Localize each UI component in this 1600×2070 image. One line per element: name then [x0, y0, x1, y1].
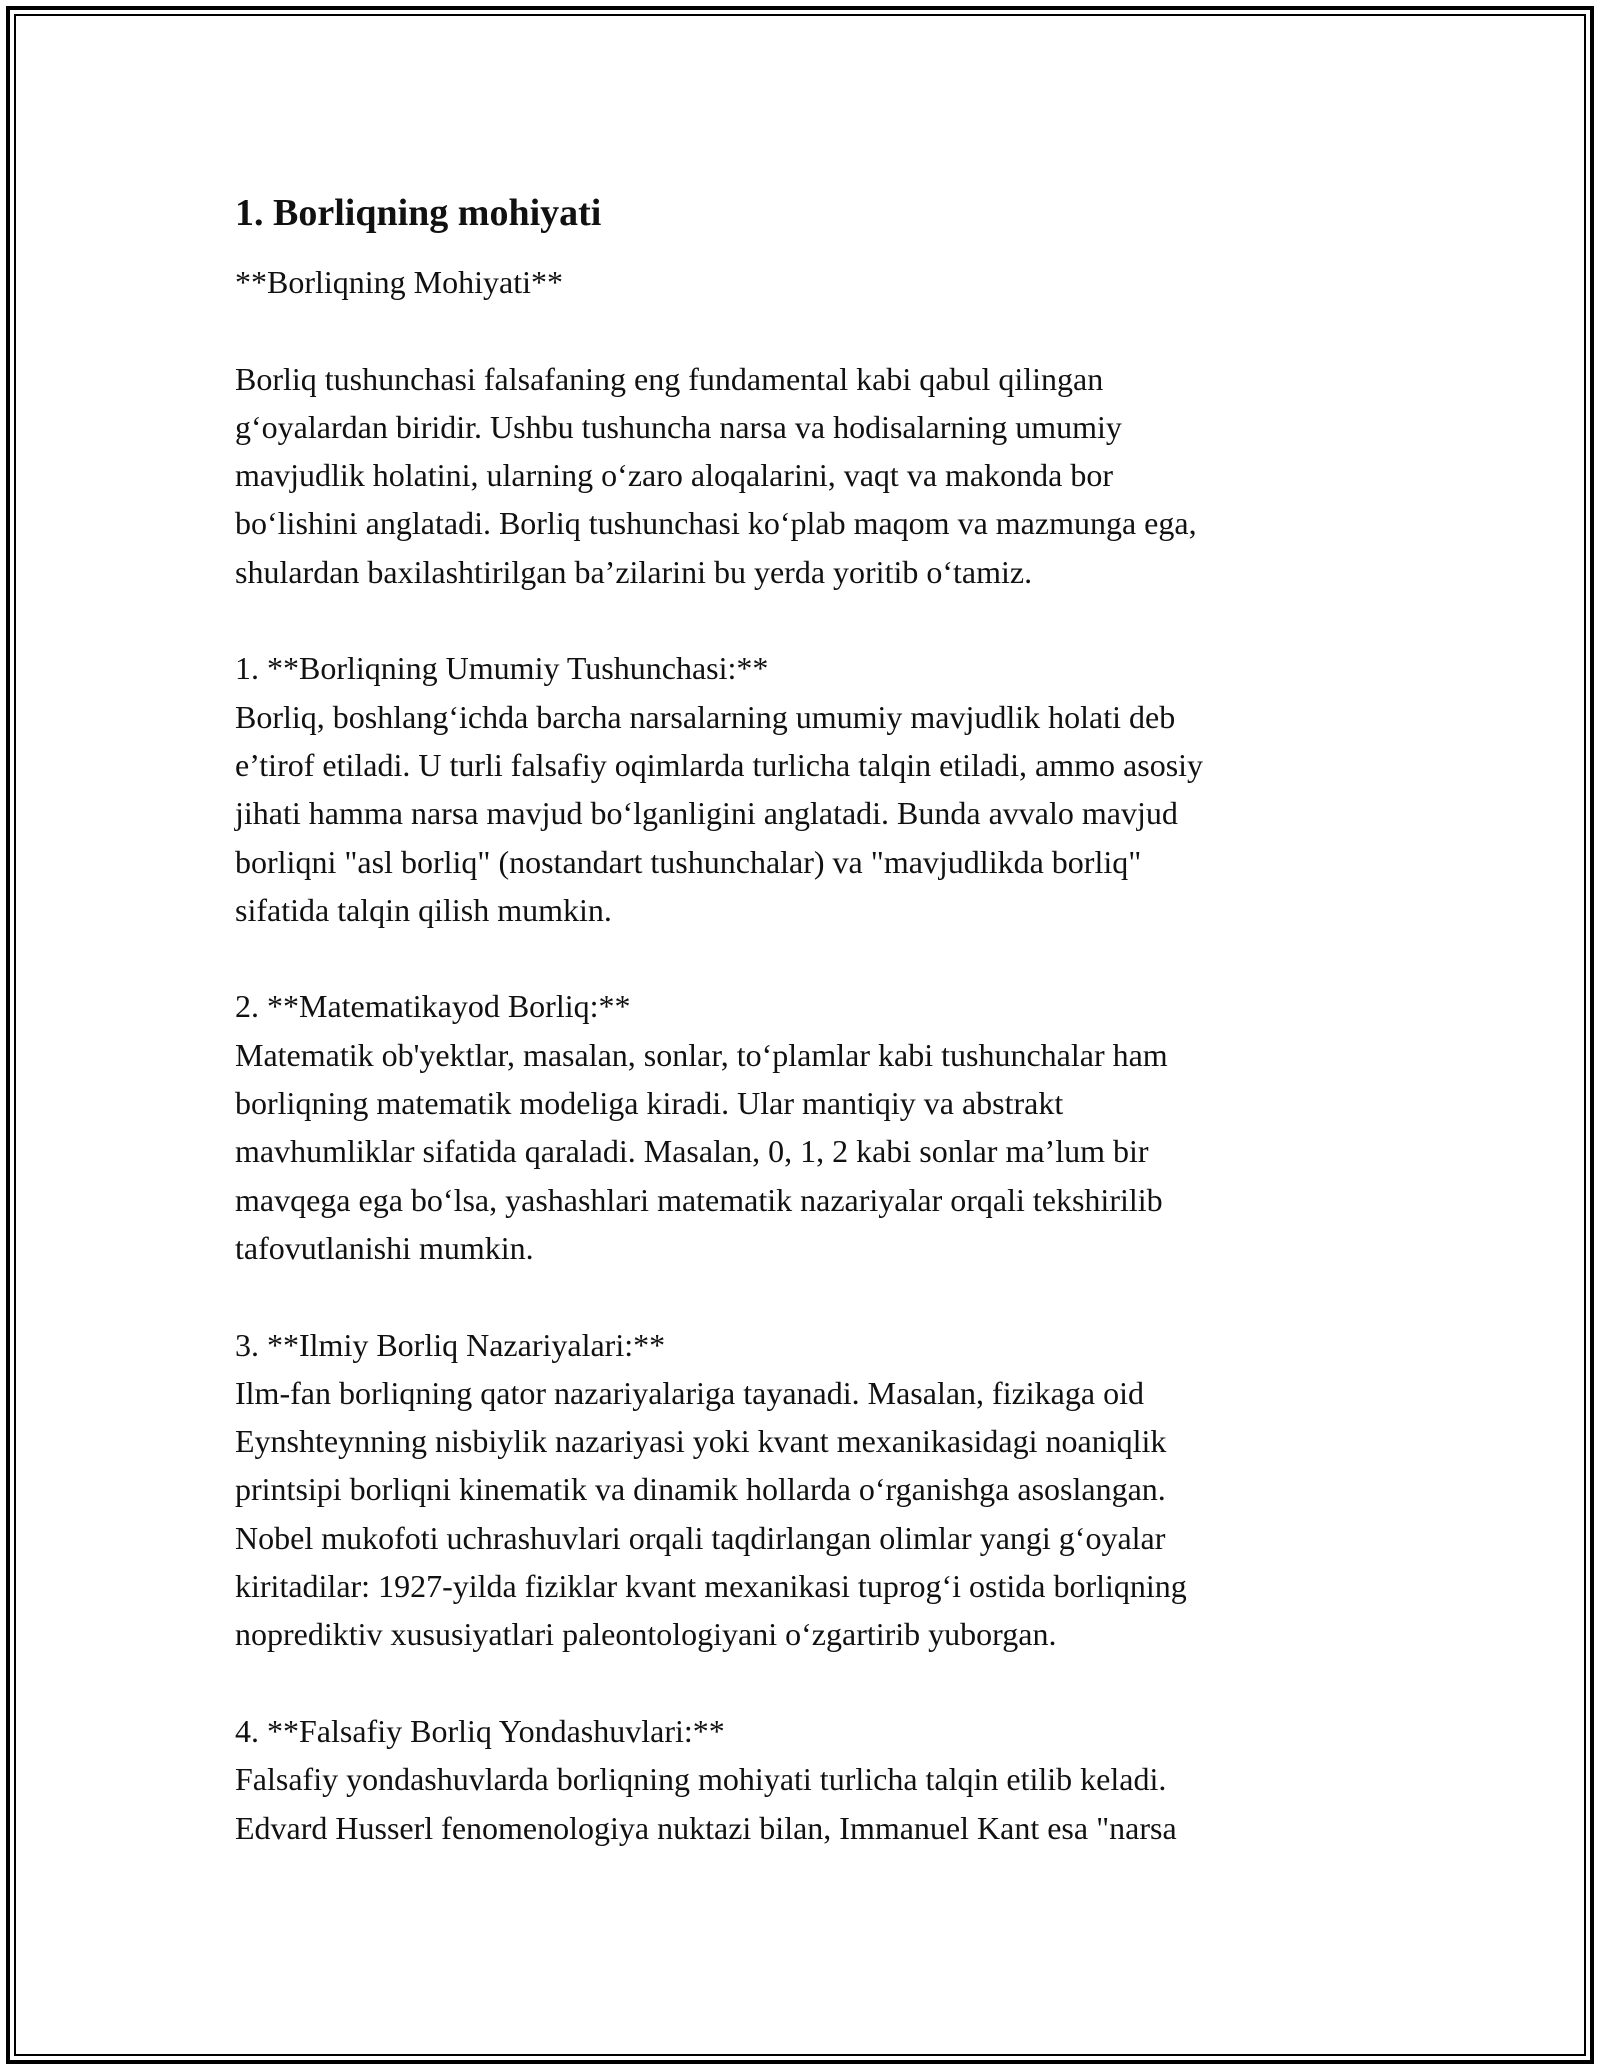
paragraph-gap [235, 934, 1365, 982]
document-body [235, 186, 1365, 1852]
page-title: 1. Borliqning mohiyati [235, 192, 602, 234]
section-body: Matematik ob'yektlar, masalan, sonlar, to‘plamlar kabi tushunchalar ham borliqning matematik modeliga kiradi. Ular mantiqiy va abstrakt mavhumliklar sifatida qaraladi. Masalan, 0, 1, 2 kabi sonlar ma’lum bir mavqega ega bo‘lsa, yashashlari matematik nazariyalar orqali tekshirilib tafovutlanishi mumkin. [235, 1036, 1168, 1266]
section-heading: 2. **Matematikayod Borliq:** [235, 988, 631, 1025]
section-1 [235, 644, 1365, 934]
section-4 [235, 1707, 1365, 1852]
paragraph-gap [235, 596, 1365, 644]
section-3 [235, 1321, 1365, 1659]
paragraph-gap [235, 1659, 1365, 1707]
section-body: Falsafiy yondashuvlarda borliqning mohiyati turlicha talqin etilib keladi. Edvard Husserl fenomenologiya nuktazi bilan, Immanuel Kant esa "narsa [235, 1761, 1177, 1846]
document-subtitle: **Borliqning Mohiyati** [235, 264, 563, 300]
section-heading: 1. **Borliqning Umumiy Tushunchasi:** [235, 650, 769, 687]
section-body: Ilm-fan borliqning qator nazariyalariga tayanadi. Masalan, fizikaga oid Eynshteynning nisbiylik nazariyasi yoki kvant mexanikasidagi noaniqlik printsipi borliqni kinematik va dinamik hollarda o‘rganishga asoslangan. Nobel mukofoti uchrashuvlari orqali taqdirlangan olimlar yangi g‘oyalar kiritadilar: 1927-yilda fiziklar kvant mexanikasi tuprog‘i ostida borliqning noprediktiv xususiyatlari paleontologiyani o‘zgartirib yuborgan. [235, 1374, 1187, 1653]
section-heading: 4. **Falsafiy Borliq Yondashuvlari:** [235, 1712, 725, 1749]
section-heading: 3. **Ilmiy Borliq Nazariyalari:** [235, 1326, 666, 1363]
section-2 [235, 982, 1365, 1272]
paragraph-gap [235, 306, 1365, 354]
section-body: Borliq, boshlang‘ichda barcha narsalarning umumiy mavjudlik holati deb e’tirof etiladi. U turli falsafiy oqimlarda turlicha talqin etiladi, ammo asosiy jihati hamma narsa mavjud bo‘lganligini anglatadi. Bunda avvalo mavjud borliqni "asl borliq" (nostandart tushunchalar) va "mavjudlikda borliq" sifatida talqin qilish mumkin. [235, 698, 1204, 928]
intro-paragraph: Borliq tushunchasi falsafaning eng fundamental kabi qabul qilingan g‘oyalardan biridir. Ushbu tushuncha narsa va hodisalarning umumiy mavjudlik holatini, ularning o‘zaro aloqalarini, vaqt va makonda bor bo‘lishini anglatadi. Borliq tushunchasi ko‘plab maqom va mazmunga ega, shulardan baxilashtirilgan ba’zilarini bu yerda yoritib o‘tamiz. [235, 360, 1197, 590]
paragraph-gap [235, 1272, 1365, 1320]
